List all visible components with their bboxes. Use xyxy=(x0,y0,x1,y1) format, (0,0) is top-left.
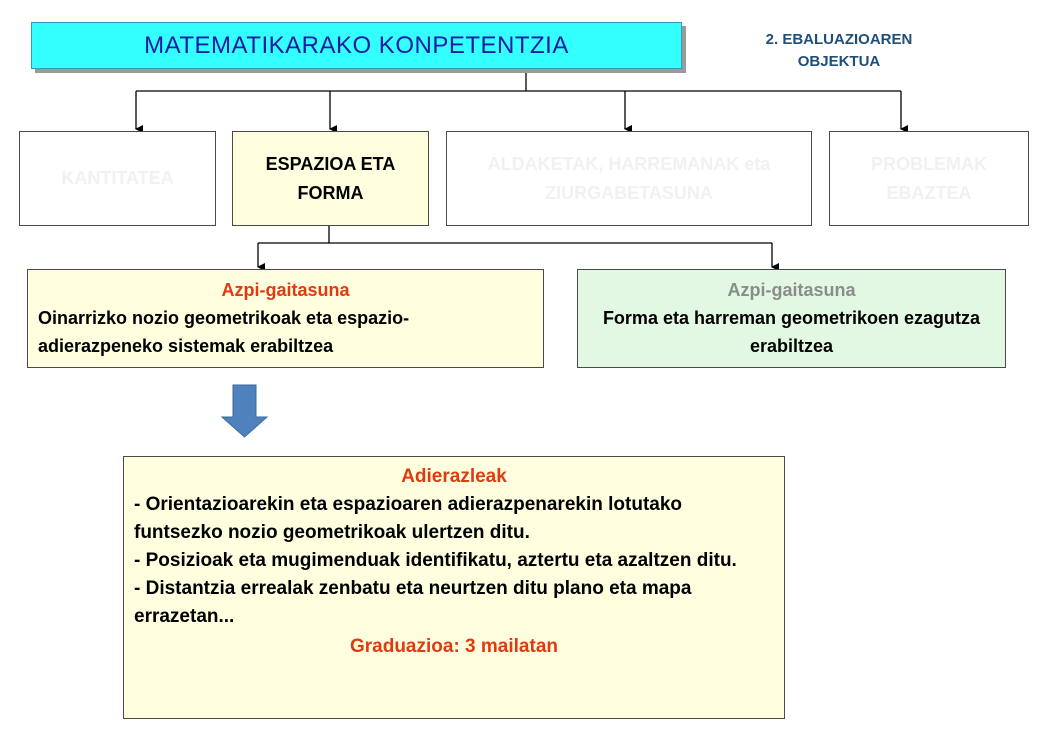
competence-espazioa-eta-forma xyxy=(232,131,429,226)
indicators-heading: Adierazleak xyxy=(401,466,507,487)
competence-problemak xyxy=(829,131,1029,226)
subtitle: 2. EBALUAZIOAREN OBJEKTUA xyxy=(765,31,913,70)
competence-label: KANTITATEA xyxy=(61,168,174,188)
competence-label: ESPAZIOA ETA FORMA xyxy=(265,153,396,203)
competence-kantitatea xyxy=(19,131,216,226)
competence-aldaketak xyxy=(446,131,812,226)
graduation-label: Graduazioa: 3 mailatan xyxy=(349,636,558,657)
subskill-text: Forma eta harreman geometrikoen ezagutza erabiltzea xyxy=(602,308,981,356)
down-arrow-icon xyxy=(222,385,267,437)
subskill-heading: Azpi-gaitasuna xyxy=(727,280,856,300)
competence-label: ALDAKETAK, HARREMANAK eta ZIURGABETASUNA xyxy=(487,153,771,203)
subskill-text: Oinarrizko nozio geometrikoak eta espazio-adierazpeneko sistemak erabiltzea xyxy=(38,308,410,356)
indicators-box xyxy=(123,456,785,719)
subskill-box-2 xyxy=(577,269,1006,368)
indicator-item: - Orientazioarekin eta espazioaren adierazpenarekin lotutako funtsezko nozio geometrikoak ulertzen ditu. xyxy=(134,494,683,543)
indicator-item: - Posizioak eta mugimenduak identifikatu, aztertu eta azaltzen ditu. xyxy=(134,550,737,571)
indicator-item: - Distantzia errealak zenbatu eta neurtzen ditu plano eta mapa errazetan... xyxy=(134,578,692,627)
page-title: MATEMATIKARAKO KONPETENTZIA xyxy=(31,22,682,69)
competence-label: PROBLEMAK EBAZTEA xyxy=(871,153,987,203)
subskill-heading: Azpi-gaitasuna xyxy=(221,280,350,300)
subskill-box-1 xyxy=(27,269,544,368)
